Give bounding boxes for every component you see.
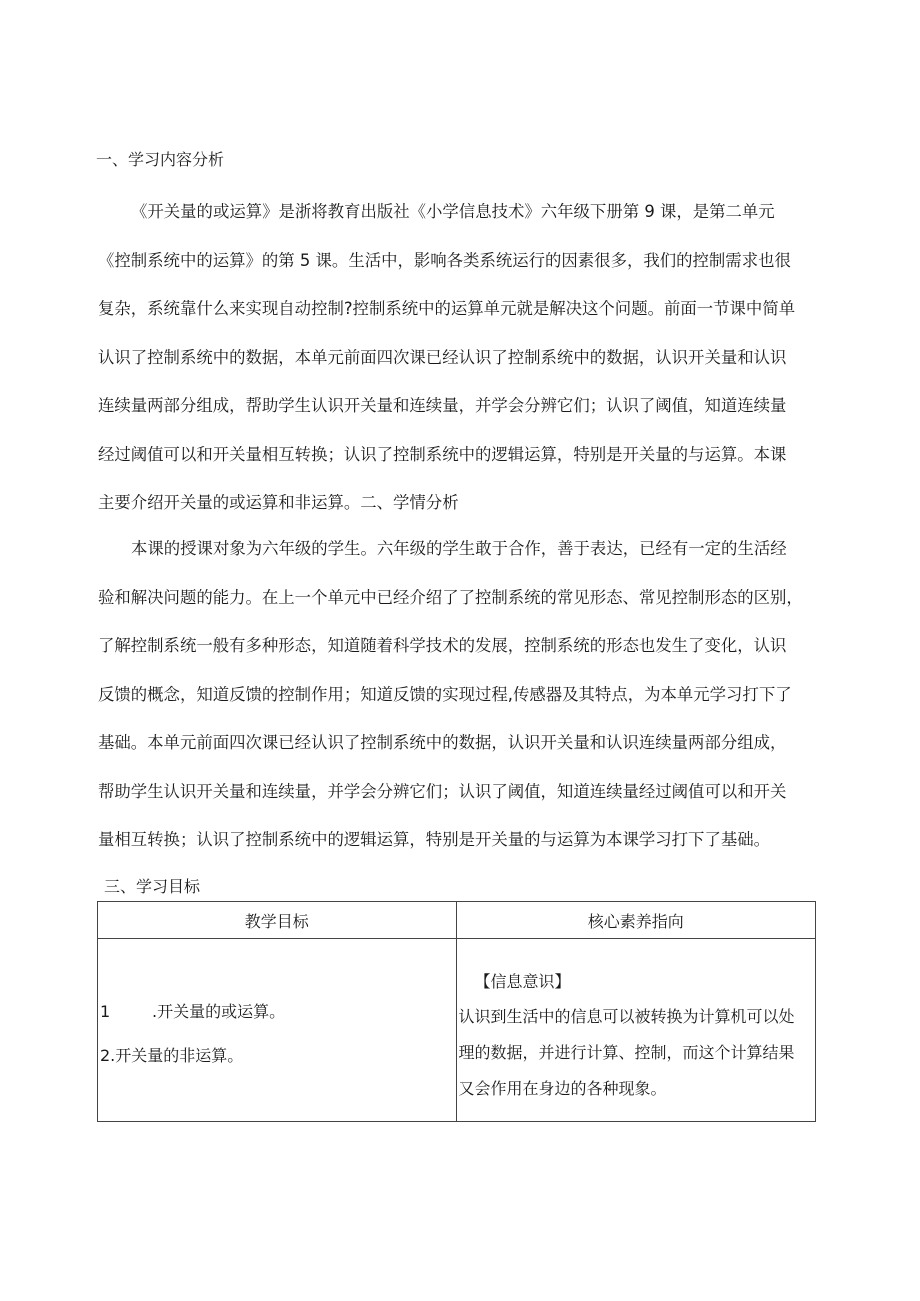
paragraph-line: 反馈的概念，知道反馈的控制作用；知道反馈的实现过程,传感器及其特点，为本单元学习打下了 bbox=[98, 684, 792, 704]
section1-heading: 一、学习内容分析 bbox=[96, 150, 225, 169]
core-literacy-text bbox=[459, 999, 814, 1107]
paragraph-line: 了解控制系统一般有多种形态，知道随着科学技术的发展，控制系统的形态也发生了变化，认识 bbox=[98, 636, 787, 655]
table-header-row bbox=[98, 902, 816, 939]
goal-text: .开关量的或运算。 bbox=[152, 1002, 286, 1021]
table-row bbox=[98, 939, 816, 1122]
paragraph-line: 验和解决问题的能力。在上一个单元中已经介绍了了控制系统的常见形态、常见控制形态的区别， bbox=[98, 587, 803, 607]
paragraph-line: 主要介绍开关量的或运算和非运算。二、学情分析 bbox=[98, 493, 459, 512]
core-literacy-line: 又会作用在身边的各种现象。 bbox=[458, 1079, 667, 1098]
goal-number: 1 bbox=[100, 1002, 111, 1021]
learning-goals-table bbox=[97, 901, 816, 1122]
paragraph-line: 认识了控制系统中的数据，本单元前面四次课已经认识了控制系统中的数据，认识开关量和认识 bbox=[98, 347, 787, 367]
goals-cell bbox=[98, 939, 457, 1122]
core-literacy-line: 理的数据，并进行计算、控制，而这个计算结果 bbox=[458, 1043, 795, 1062]
goal-text: 2.开关量的非运算。 bbox=[100, 1046, 244, 1065]
section1-paragraph bbox=[98, 188, 822, 528]
paragraph-line: 经过阈值可以和开关量相互转换；认识了控制系统中的逻辑运算，特别是开关量的与运算。本课 bbox=[98, 444, 787, 464]
paragraph-line: 基础。本单元前面四次课已经认识了控制系统中的数据，认识开关量和认识连续量两部分组成， bbox=[98, 733, 787, 752]
paragraph-line: 连续量两部分组成，帮助学生认识开关量和连续量，并学会分辨它们；认识了阈值，知道连续量 bbox=[98, 396, 787, 415]
section2-paragraph bbox=[98, 525, 822, 865]
goal-item-2 bbox=[100, 1043, 243, 1066]
paragraph-line: 帮助学生认识开关量和连续量，并学会分辨它们；认识了阈值，知道连续量经过阈值可以和开关 bbox=[98, 781, 787, 801]
section3-heading: 三、学习目标 bbox=[104, 877, 201, 896]
paragraph-line: 量相互转换；认识了控制系统中的逻辑运算，特别是开关量的与运算为本课学习打下了基础。 bbox=[98, 830, 771, 849]
core-literacy-cell bbox=[456, 939, 816, 1122]
header-teaching-goals: 教学目标 bbox=[98, 902, 457, 939]
goal-item-1 bbox=[100, 999, 285, 1022]
header-core-literacy: 核心素养指向 bbox=[456, 902, 816, 939]
core-literacy-line: 认识到生活中的信息可以被转换为计算机可以处 bbox=[458, 1007, 795, 1026]
paragraph-line: 《开关量的或运算》是浙将教育出版社《小学信息技术》六年级下册第 9 课，是第二单元 bbox=[131, 202, 775, 221]
paragraph-line: 本课的授课对象为六年级的学生。六年级的学生敢于合作，善于表达，已经有一定的生活经 bbox=[131, 539, 787, 558]
paragraph-line: 《控制系统中的运算》的第 5 课。生活中，影响各类系统运行的因素很多，我们的控制需求也很 bbox=[98, 250, 791, 270]
core-literacy-tag: 【信息意识】 bbox=[474, 972, 571, 991]
paragraph-line: 复杂，系统靠什么来实现自动控制?控制系统中的运算单元就是解决这个问题。前面一节课中简单 bbox=[98, 299, 796, 318]
